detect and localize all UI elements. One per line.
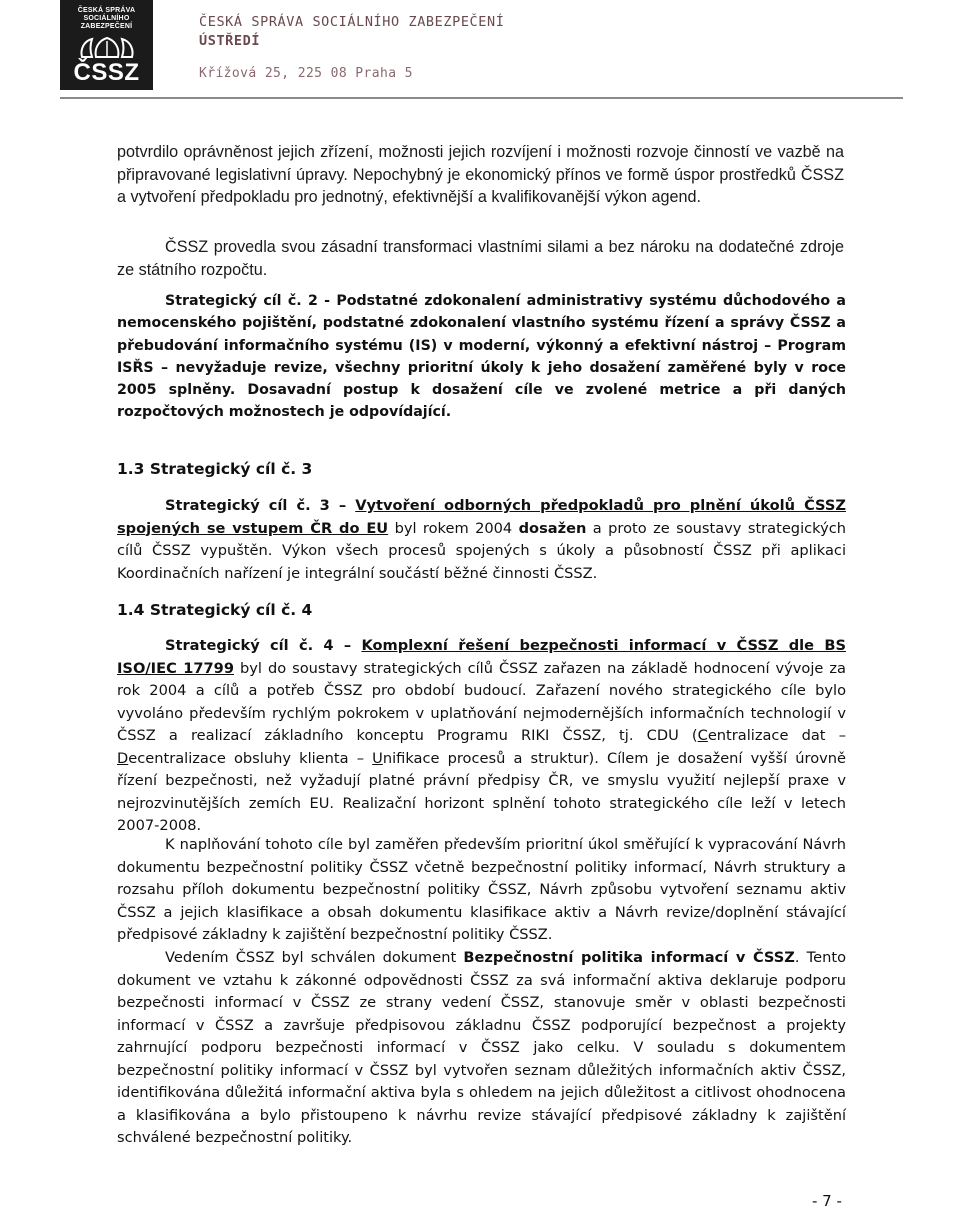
paragraph-3 <box>117 290 846 424</box>
p5-goal: Komplexní řešení bezpečnosti informací v ČSSZ dle BS ISO/IEC 17799 <box>117 637 846 677</box>
heading-1-3: 1.3 Strategický cíl č. 3 <box>117 460 313 478</box>
header-divider <box>60 97 903 99</box>
page-number: - 7 - <box>812 1192 842 1210</box>
p7-rest: . Tento dokument ve vztahu k zákonné odpovědnosti ČSSZ za svá informační aktiva deklaruje podporu bezpečnosti informací v ČSSZ ze strany vedení ČSSZ, stanovuje směr v oblasti bezpečnosti informací v ČSSZ a završuje předpisovou základnu ČSSZ podporující bezpečnost a projekty zahrnující podporu bezpečnosti informací v ČSSZ jako celku. V souladu s dokumentem bezpečnostní politiky informací v ČSSZ byl vytvořen seznam důležitých informačních aktiv ČSSZ, identifikována důležitá informační aktiva byla s ohledem na jejich důležitost a citlivost ohodnocena a klasifikována a bylo přistoupeno k návrhu revize stávající předpisové základny k zajištění schválené bezpečnostní politiky. <box>117 949 846 1146</box>
paragraph-4 <box>117 495 846 585</box>
paragraph-6 <box>117 834 846 947</box>
paragraph-1 <box>117 141 844 209</box>
logo-emblem-icon <box>78 37 136 59</box>
paragraph-5 <box>117 635 846 838</box>
p4-lead: Strategický cíl č. 3 – <box>165 497 356 514</box>
org-name: ČESKÁ SPRÁVA SOCIÁLNÍHO ZABEZPEČENÍ <box>199 14 505 30</box>
paragraph-7-text <box>117 947 846 1150</box>
p5-d: D <box>117 749 129 767</box>
p5-part3: ecentralizace obsluhy klienta – <box>128 749 373 767</box>
p4-achieved: dosažen <box>518 519 587 537</box>
p5-lead: Strategický cíl č. 4 – <box>165 637 362 654</box>
p5-part4: nifikace procesů a struktur). Cílem je dosažení vyšší úrovně řízení bezpečnosti, než vyžadují platné právní předpisy ČR, ve smyslu využití nejlepší praxe v nejrozvinutějších zemích EU. Realizační horizont splnění tohoto strategického cíle leží v letech 2007-2008. <box>117 749 846 834</box>
p5-part1: byl do soustavy strategických cílů ČSSZ zařazen na základě hodnocení vývoje za rok 2004 a cílů a potřeb ČSSZ pro období budoucí. Zařazení nového strategického cíle bylo vyvoláno především rychlým pokrokem v uplatňování nejmodernějších informačních technologií v ČSSZ a realizací základního konceptu Programu RIKI ČSSZ, tj. CDU ( <box>117 659 846 744</box>
cssz-logo <box>60 0 153 90</box>
p5-u: U <box>372 749 383 767</box>
paragraph-1-text: potvrdilo oprávněnost jejich zřízení, možnosti jejich rozvíjení i možnosti rozvoje činností ve vazbě na připravované legislativní úpravy. Nepochybný je ekonomický přínos ve formě úspor prostředků ČSSZ a vytvoření předpokladu pro jednotný, efektivnější a kvalifikovanější výkon agend. <box>117 143 844 206</box>
org-unit: ÚSTŘEDÍ <box>199 33 261 49</box>
p7-doc-title: Bezpečnostní politika informací v ČSSZ <box>463 949 795 966</box>
paragraph-6-text: K naplňování tohoto cíle byl zaměřen především prioritní úkol směřující k vypracování Návrh dokumentu bezpečnostní politiky ČSSZ včetně bezpečnostní politiky informací, Návrh struktury a rozsahu příloh dokumentu bezpečnostní politiky ČSSZ, Návrh způsobu vytvoření seznamu aktiv ČSSZ a jejich klasifikace a obsah dokumentu klasifikace aktiv a Návrh revize/doplnění stávající předpisové základny k zajištění bezpečnostní politiky ČSSZ. <box>117 836 846 943</box>
heading-1-4: 1.4 Strategický cíl č. 4 <box>117 601 313 619</box>
logo-top-text: ČESKÁ SPRÁVA SOCIÁLNÍHO ZABEZPEČENÍ <box>77 7 136 30</box>
p5-c: C <box>697 727 708 744</box>
logo-bottom-text: ČSSZ <box>73 59 140 86</box>
p4-mid: byl rokem 2004 <box>388 519 519 537</box>
paragraph-2 <box>117 236 844 281</box>
paragraph-3-text: Strategický cíl č. 2 - Podstatné zdokonalení administrativy systému důchodového a nemocenského pojištění, podstatné zdokonalení vlastního systému řízení a správy ČSSZ a přebudování informačního systému (IS) v moderní, výkonný a efektivní nástroj – Program ISŘS – nevyžaduje revize, všechny prioritní úkoly k jeho dosažení zaměřené byly v roce 2005 splněny. Dosavadní postup k dosažení cíle ve zvolené metrice a při daných rozpočtových možnostech je odpovídající. <box>117 293 846 421</box>
paragraph-7 <box>117 947 846 1150</box>
p5-part2: entralizace dat – <box>707 727 846 744</box>
org-address: Křížová 25, 225 08 Praha 5 <box>199 66 413 81</box>
p4-rest: a proto ze soustavy strategických cílů ČSSZ vypuštěn. Výkon všech procesů spojených s úkoly a působností ČSSZ při aplikaci Koordinačních nařízení je integrální součástí běžné činnosti ČSSZ. <box>117 519 846 582</box>
paragraph-2-text: ČSSZ provedla svou zásadní transformaci vlastními silami a bez nároku na dodatečné zdroje ze státního rozpočtu. <box>117 238 844 279</box>
p4-goal: Vytvoření odborných předpokladů pro plnění úkolů ČSSZ spojených se vstupem ČR do EU <box>117 497 846 537</box>
paragraph-5-text <box>117 635 846 838</box>
p7-lead: Vedením ČSSZ byl schválen dokument <box>165 949 464 966</box>
paragraph-4-text <box>117 495 846 585</box>
